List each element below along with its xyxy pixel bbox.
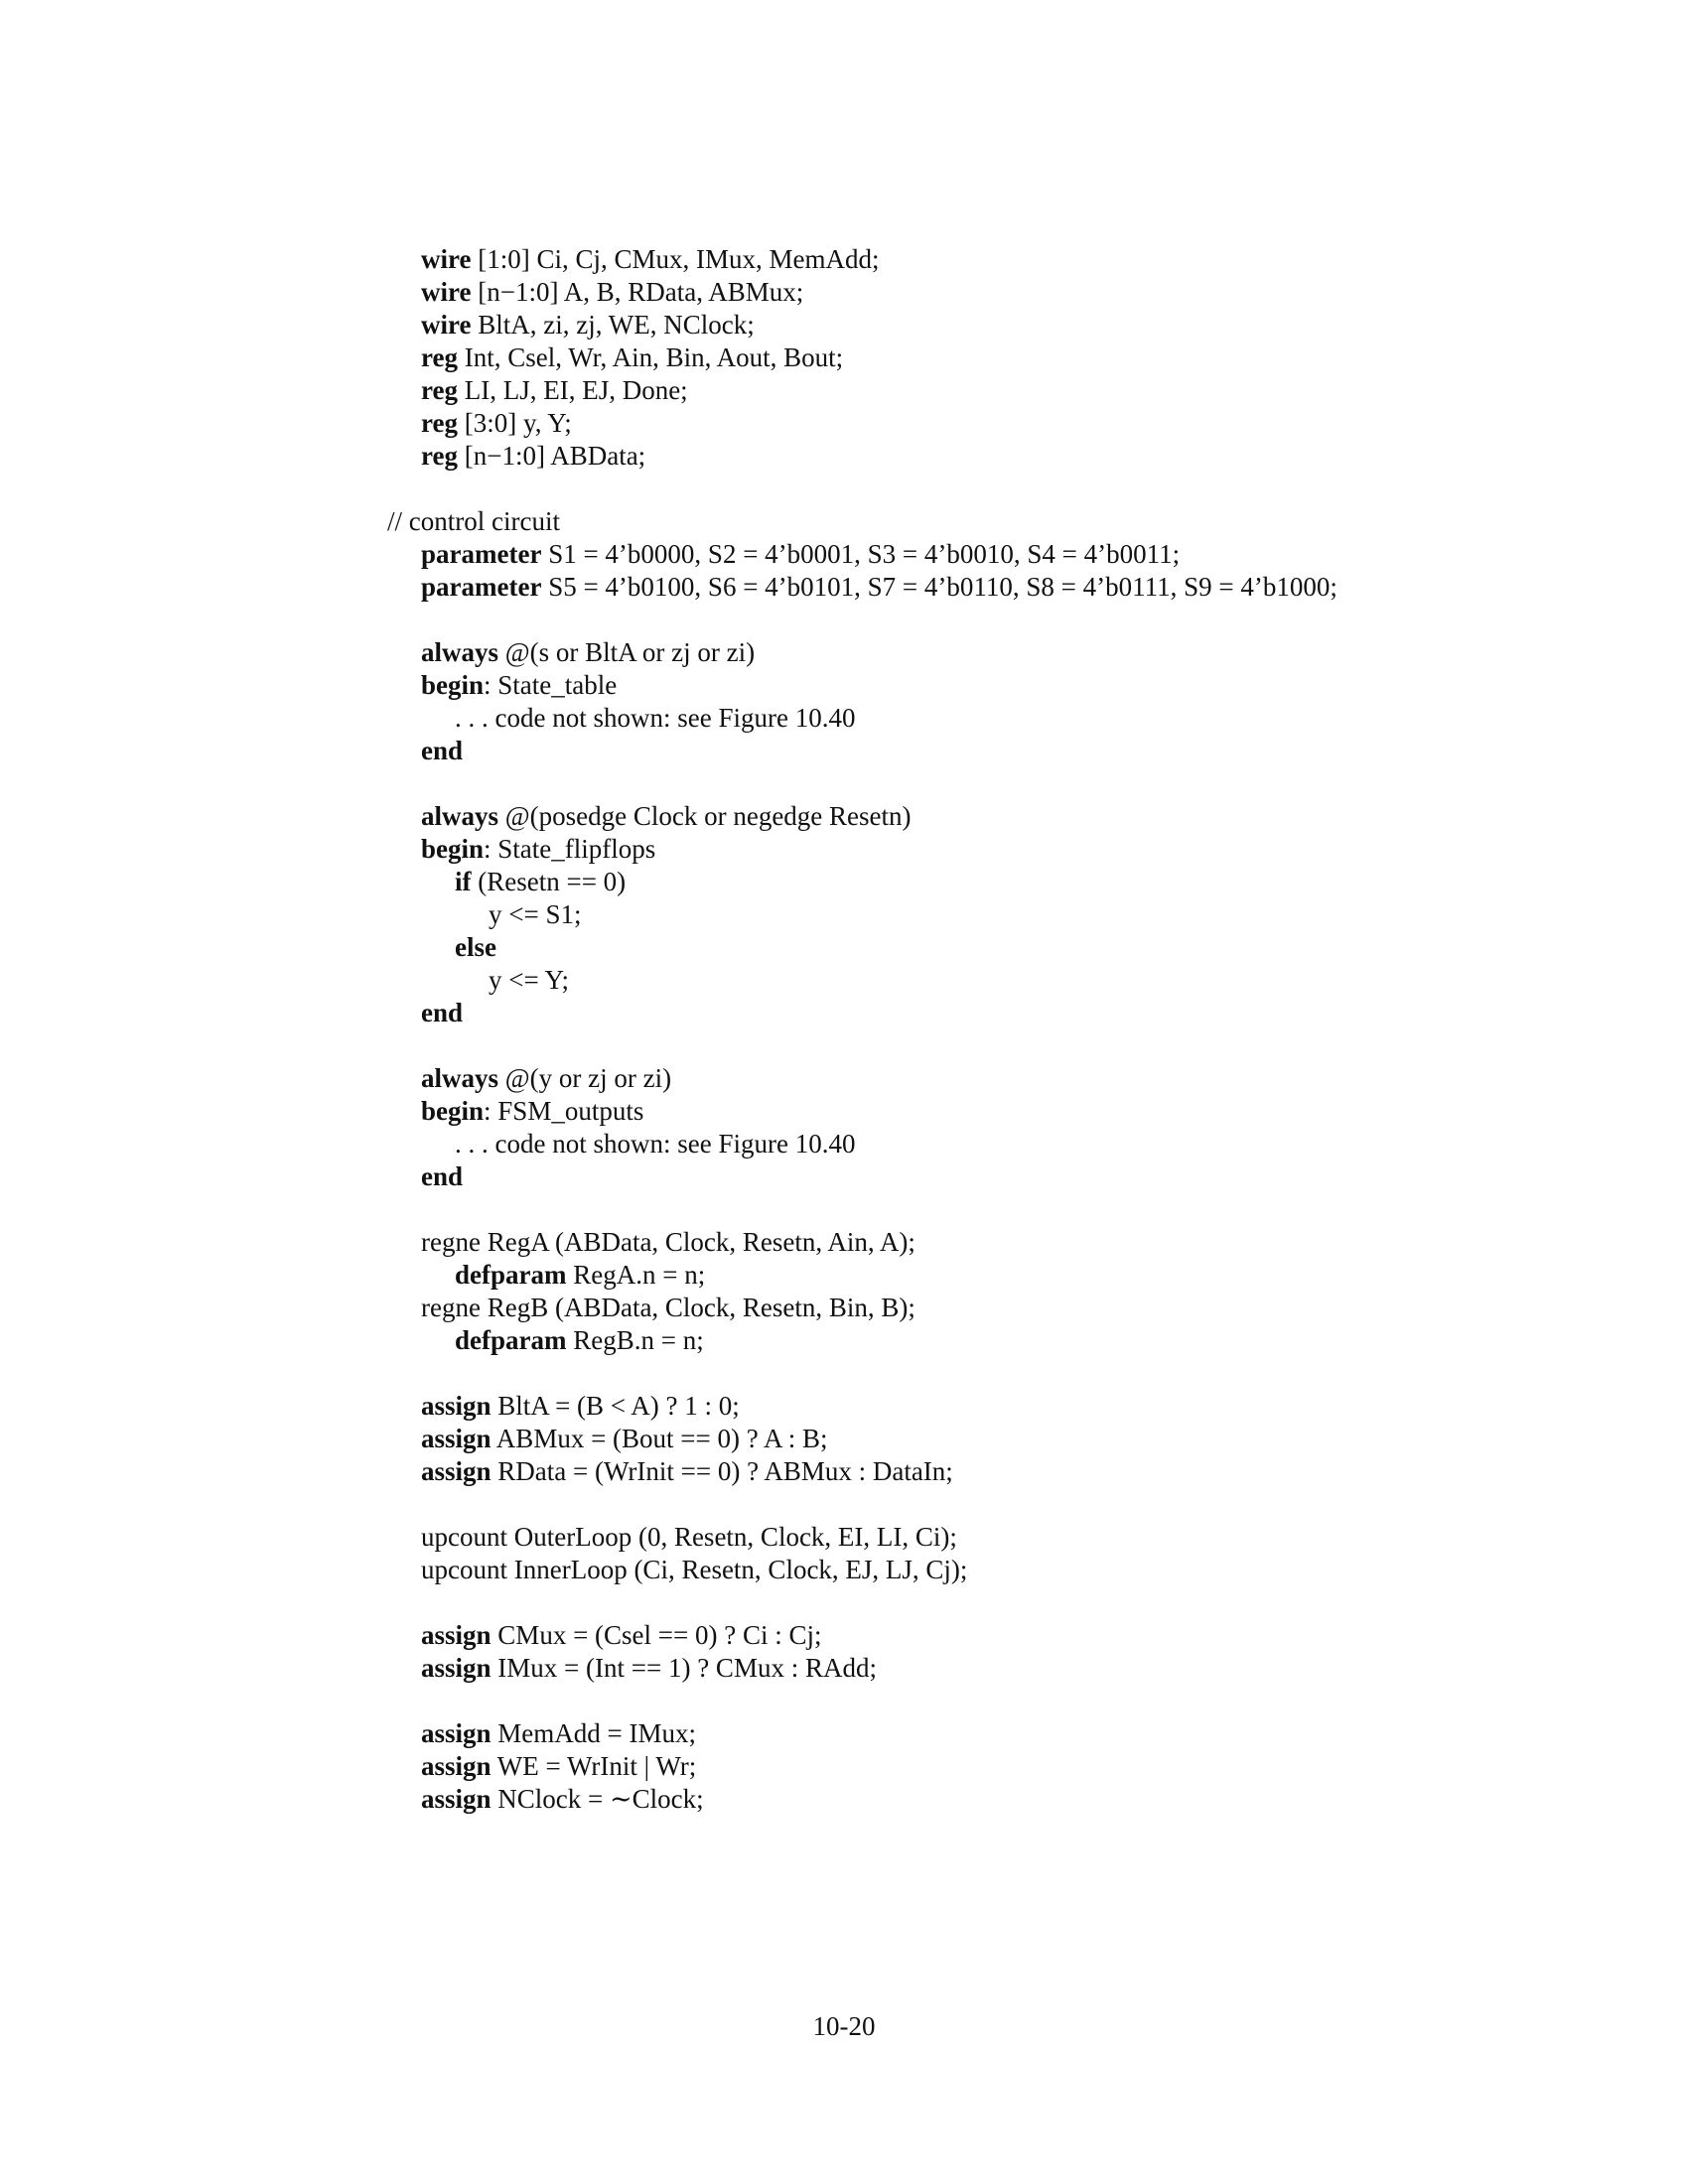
keyword: defparam xyxy=(455,1260,567,1290)
code-line xyxy=(387,1292,1628,1324)
keyword: end xyxy=(421,998,464,1027)
code-line xyxy=(387,309,1628,341)
code-text: // control circuit xyxy=(387,506,560,536)
keyword: reg xyxy=(421,441,458,471)
blank-line xyxy=(387,1685,1628,1717)
code-line xyxy=(387,1423,1628,1455)
code-line xyxy=(387,1554,1628,1586)
keyword: end xyxy=(421,1161,464,1191)
code-text: . . . code not shown: see Figure 10.40 xyxy=(455,703,856,733)
code-text: CMux = (Csel == 0) ? Ci : Cj; xyxy=(491,1620,822,1650)
code-line xyxy=(387,669,1628,702)
blank-line xyxy=(387,604,1628,636)
code-text: NClock = ∼Clock; xyxy=(491,1784,704,1814)
keyword: begin xyxy=(421,1096,485,1126)
code-listing xyxy=(387,243,1628,1816)
keyword: wire xyxy=(421,244,472,274)
code-text: . . . code not shown: see Figure 10.40 xyxy=(455,1129,856,1159)
code-line xyxy=(387,1160,1628,1193)
blank-line xyxy=(387,473,1628,505)
code-text: @(posedge Clock or negedge Resetn) xyxy=(498,801,912,831)
keyword: defparam xyxy=(455,1325,567,1355)
code-line xyxy=(387,407,1628,440)
keyword: wire xyxy=(421,277,472,307)
keyword: always xyxy=(421,801,499,831)
blank-line xyxy=(387,767,1628,800)
code-text: S1 = 4’b0000, S2 = 4’b0001, S3 = 4’b0010, S4 = 4’b0011; xyxy=(541,539,1181,569)
code-line xyxy=(387,1095,1628,1128)
code-line xyxy=(387,866,1628,898)
code-text: [n−1:0] ABData; xyxy=(457,441,646,471)
code-text: ABMux = (Bout == 0) ? A : B; xyxy=(491,1424,828,1453)
keyword: end xyxy=(421,736,464,765)
code-text: BltA, zi, zj, WE, NClock; xyxy=(471,310,755,340)
keyword: else xyxy=(455,932,496,962)
keyword: assign xyxy=(421,1424,492,1453)
code-text: RegB.n = n; xyxy=(566,1325,704,1355)
code-text: [1:0] Ci, Cj, CMux, IMux, MemAdd; xyxy=(471,244,880,274)
keyword: assign xyxy=(421,1391,492,1421)
code-line xyxy=(387,276,1628,309)
keyword: if xyxy=(455,867,472,896)
code-line xyxy=(387,374,1628,407)
code-line xyxy=(387,833,1628,866)
code-line xyxy=(387,1717,1628,1750)
keyword: assign xyxy=(421,1718,492,1748)
blank-line xyxy=(387,1488,1628,1521)
keyword: begin xyxy=(421,834,485,864)
keyword: reg xyxy=(421,342,458,372)
code-line xyxy=(387,1619,1628,1652)
code-text: RData = (WrInit == 0) ? ABMux : DataIn; xyxy=(491,1456,953,1486)
keyword: assign xyxy=(421,1620,492,1650)
code-text: [3:0] y, Y; xyxy=(457,408,572,438)
keyword: assign xyxy=(421,1456,492,1486)
blank-line xyxy=(387,1193,1628,1226)
code-line xyxy=(387,440,1628,473)
code-line xyxy=(387,636,1628,669)
blank-line xyxy=(387,1586,1628,1619)
keyword: always xyxy=(421,637,499,667)
blank-line xyxy=(387,1357,1628,1390)
code-line xyxy=(387,1783,1628,1816)
code-line xyxy=(387,931,1628,964)
code-text: : State_flipflops xyxy=(484,834,656,864)
code-text: @(s or BltA or zj or zi) xyxy=(498,637,756,667)
code-line xyxy=(387,538,1628,571)
code-line xyxy=(387,243,1628,276)
code-line xyxy=(387,1062,1628,1095)
code-text: regne RegB (ABData, Clock, Resetn, Bin, B); xyxy=(421,1293,915,1322)
code-line xyxy=(387,997,1628,1029)
code-text: RegA.n = n; xyxy=(566,1260,706,1290)
code-line xyxy=(387,1652,1628,1685)
code-line xyxy=(387,1128,1628,1160)
code-text: y <= Y; xyxy=(489,965,569,995)
page-number: 10-20 xyxy=(812,2011,876,2041)
code-line xyxy=(387,800,1628,833)
code-line xyxy=(387,341,1628,374)
code-text: : FSM_outputs xyxy=(484,1096,644,1126)
code-text: y <= S1; xyxy=(489,899,582,929)
code-line xyxy=(387,1226,1628,1259)
code-text: [n−1:0] A, B, RData, ABMux; xyxy=(471,277,804,307)
code-line xyxy=(387,1259,1628,1292)
code-text: @(y or zj or zi) xyxy=(498,1063,672,1093)
keyword: assign xyxy=(421,1653,492,1683)
keyword: wire xyxy=(421,310,472,340)
code-text: regne RegA (ABData, Clock, Resetn, Ain, A); xyxy=(421,1227,915,1257)
code-text: MemAdd = IMux; xyxy=(491,1718,697,1748)
code-line xyxy=(387,964,1628,997)
code-text: Int, Csel, Wr, Ain, Bin, Aout, Bout; xyxy=(457,342,844,372)
code-text: BltA = (B < A) ? 1 : 0; xyxy=(491,1391,740,1421)
code-line xyxy=(387,735,1628,767)
keyword: reg xyxy=(421,408,458,438)
keyword: always xyxy=(421,1063,499,1093)
code-line xyxy=(387,1455,1628,1488)
keyword: begin xyxy=(421,670,485,700)
keyword: assign xyxy=(421,1751,492,1781)
keyword: parameter xyxy=(421,572,542,602)
blank-line xyxy=(387,1029,1628,1062)
keyword: parameter xyxy=(421,539,542,569)
code-text: : State_table xyxy=(484,670,618,700)
code-line xyxy=(387,571,1628,604)
code-line xyxy=(387,1521,1628,1554)
code-line xyxy=(387,1390,1628,1423)
code-text: S5 = 4’b0100, S6 = 4’b0101, S7 = 4’b0110, S8 = 4’b0111, S9 = 4’b1000; xyxy=(541,572,1337,602)
code-text: upcount OuterLoop (0, Resetn, Clock, EI, LI, Ci); xyxy=(421,1522,957,1552)
code-text: LI, LJ, EI, EJ, Done; xyxy=(457,375,688,405)
code-line xyxy=(387,1324,1628,1357)
keyword: reg xyxy=(421,375,458,405)
code-text: (Resetn == 0) xyxy=(471,867,627,896)
code-line xyxy=(387,702,1628,735)
code-text: WE = WrInit | Wr; xyxy=(491,1751,697,1781)
code-text: upcount InnerLoop (Ci, Resetn, Clock, EJ, LJ, Cj); xyxy=(421,1555,968,1584)
code-line xyxy=(387,1750,1628,1783)
code-line xyxy=(387,898,1628,931)
keyword: assign xyxy=(421,1784,492,1814)
code-line xyxy=(387,505,1628,538)
code-text: IMux = (Int == 1) ? CMux : RAdd; xyxy=(491,1653,877,1683)
